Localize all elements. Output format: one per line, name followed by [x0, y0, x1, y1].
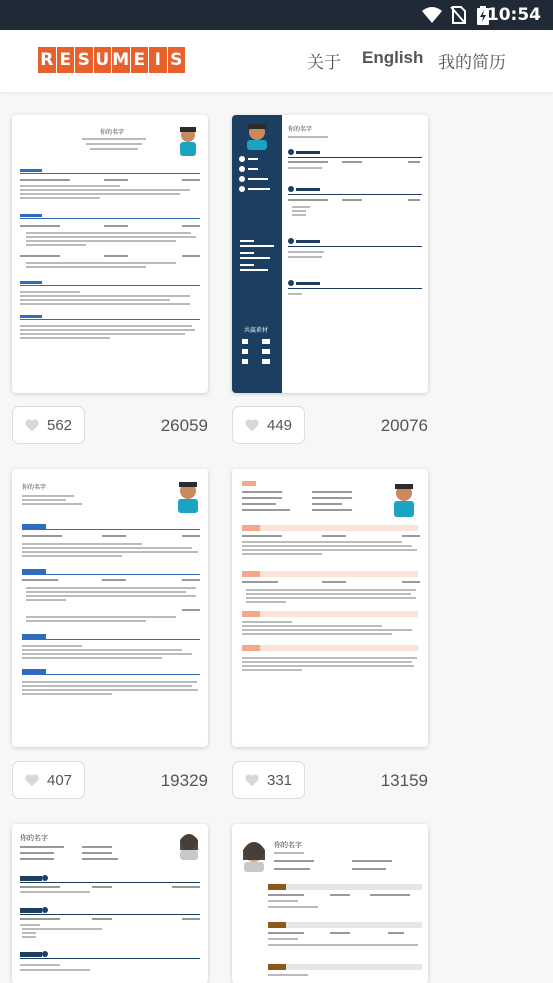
template-card[interactable] [12, 469, 208, 747]
view-count: 13159 [380, 771, 428, 790]
heart-icon [25, 774, 39, 787]
nav-my-resume[interactable]: 我的简历 [438, 53, 506, 72]
like-button[interactable] [12, 761, 85, 799]
logo-letter: S [168, 47, 186, 73]
logo-letter: E [131, 47, 149, 73]
heart-icon [245, 419, 259, 432]
resume-preview [12, 115, 208, 393]
status-time: 10:54 [486, 5, 541, 25]
logo-letter: M [112, 47, 130, 73]
logo-letter: E [57, 47, 75, 73]
logo-letter: U [94, 47, 112, 73]
like-count: 331 [267, 771, 293, 789]
status-bar [0, 0, 553, 30]
app-header [0, 30, 553, 92]
logo-letter: I [149, 47, 167, 73]
resume-preview [232, 824, 428, 983]
svg-text:共赢素材: 共赢素材 [244, 328, 269, 334]
template-card[interactable] [232, 469, 428, 747]
template-card[interactable] [12, 824, 208, 983]
no-sim-icon [450, 6, 466, 24]
logo-letter: S [75, 47, 93, 73]
like-count: 407 [47, 771, 73, 789]
like-count: 449 [267, 416, 293, 434]
like-button[interactable] [232, 406, 305, 444]
like-button[interactable] [232, 761, 305, 799]
nav-about[interactable]: 关于 [307, 53, 341, 72]
view-count: 19329 [160, 771, 208, 790]
resume-preview [232, 115, 428, 393]
nav-english[interactable]: English [362, 48, 424, 67]
svg-text:你的名字: 你的名字 [274, 842, 302, 849]
view-count: 20076 [380, 416, 428, 435]
svg-text:你的名字: 你的名字 [100, 130, 125, 136]
resume-preview [12, 824, 208, 983]
heart-icon [25, 419, 39, 432]
resume-preview [232, 469, 428, 747]
resume-preview [12, 469, 208, 747]
wifi-icon [422, 6, 442, 24]
template-card[interactable] [232, 824, 428, 983]
view-count: 26059 [160, 416, 208, 435]
svg-text:你的名字: 你的名字 [288, 127, 313, 133]
svg-text:你的名字: 你的名字 [22, 485, 47, 491]
heart-icon [245, 774, 259, 787]
like-button[interactable] [12, 406, 85, 444]
svg-text:你的名字: 你的名字 [20, 835, 48, 842]
template-card[interactable] [232, 115, 428, 393]
like-count: 562 [47, 416, 73, 434]
template-card[interactable] [12, 115, 208, 393]
logo[interactable] [38, 47, 186, 73]
logo-letter: R [38, 47, 56, 73]
